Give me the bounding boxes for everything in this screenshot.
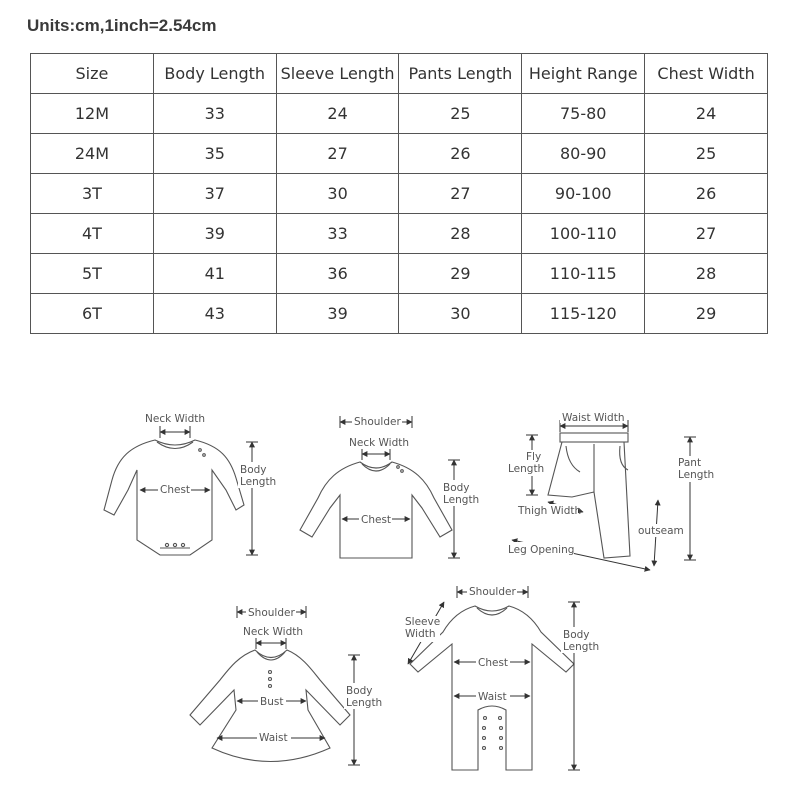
romper-outline-icon <box>104 440 244 555</box>
table-cell: 39 <box>153 214 276 254</box>
pants-outline-icon <box>548 442 630 558</box>
table-cell: 115-120 <box>522 294 645 334</box>
jumpsuit-sleeve-width-label-1: Sleeve <box>405 616 441 628</box>
header-size: Size <box>31 54 154 94</box>
header-height-range: Height Range <box>522 54 645 94</box>
table-cell: 12M <box>31 94 154 134</box>
table-row <box>31 294 768 334</box>
table-cell: 36 <box>276 254 399 294</box>
header-body-length: Body Length <box>153 54 276 94</box>
table-cell: 90-100 <box>522 174 645 214</box>
pants-outseam-label: outseam <box>638 525 684 537</box>
table-cell: 29 <box>645 294 768 334</box>
table-cell: 37 <box>153 174 276 214</box>
pants-diagram <box>506 409 716 570</box>
jumpsuit-body-length-label-2: Length <box>563 641 600 653</box>
pants-waistband-icon <box>560 433 628 442</box>
shirt-body-length-label-1: Body <box>443 482 470 494</box>
dress-body-length-label-1: Body <box>346 685 373 697</box>
dress-waist-label: Waist <box>259 732 288 744</box>
table-cell: 28 <box>645 254 768 294</box>
table-cell: 24 <box>276 94 399 134</box>
jumpsuit-shoulder-label: Shoulder <box>469 586 516 598</box>
shirt-chest-label: Chest <box>361 514 392 526</box>
table-cell: 100-110 <box>522 214 645 254</box>
size-chart-table <box>30 53 768 334</box>
table-cell: 39 <box>276 294 399 334</box>
pants-waist-width-label: Waist Width <box>562 412 625 424</box>
table-row <box>31 134 768 174</box>
header-sleeve-length: Sleeve Length <box>276 54 399 94</box>
table-cell: 25 <box>645 134 768 174</box>
table-cell: 80-90 <box>522 134 645 174</box>
table-cell: 4T <box>31 214 154 254</box>
table-cell: 75-80 <box>522 94 645 134</box>
table-cell: 41 <box>153 254 276 294</box>
pants-pocket-right <box>620 446 628 470</box>
romper-diagram <box>104 413 276 555</box>
table-cell: 26 <box>645 174 768 214</box>
dress-collar <box>257 652 285 660</box>
table-cell: 30 <box>276 174 399 214</box>
romper-chest-label: Chest <box>160 484 191 496</box>
shirt-shoulder-label: Shoulder <box>354 416 401 428</box>
pants-thigh-width-label: Thigh Width <box>518 505 582 517</box>
table-cell: 6T <box>31 294 154 334</box>
dress-shoulder-label: Shoulder <box>248 607 295 619</box>
table-cell: 24 <box>645 94 768 134</box>
dress-diagram <box>190 605 382 765</box>
dress-bust-label: Bust <box>260 696 284 708</box>
table-row <box>31 174 768 214</box>
table-row <box>31 254 768 294</box>
jumpsuit-body-length-label-1: Body <box>563 629 590 641</box>
table-cell: 110-115 <box>522 254 645 294</box>
pants-pocket-left <box>566 446 580 472</box>
shirt-body-length-label-2: Length <box>443 494 480 506</box>
table-cell: 24M <box>31 134 154 174</box>
shirt-outline-icon <box>300 462 452 558</box>
table-header-row <box>31 54 768 94</box>
table-cell: 33 <box>276 214 399 254</box>
table-cell: 27 <box>399 174 522 214</box>
units-note: Units:cm,1inch=2.54cm <box>27 16 217 35</box>
table-cell: 27 <box>645 214 768 254</box>
jumpsuit-chest-label: Chest <box>478 657 509 669</box>
shirt-diagram <box>300 415 479 558</box>
table-row <box>31 94 768 134</box>
table-cell: 3T <box>31 174 154 214</box>
romper-neck-width-label: Neck Width <box>145 413 206 425</box>
table-cell: 28 <box>399 214 522 254</box>
table-cell: 33 <box>153 94 276 134</box>
jumpsuit-waist-label: Waist <box>478 691 507 703</box>
pants-pant-length-label-2: Length <box>678 469 715 481</box>
table-row <box>31 214 768 254</box>
table-cell: 35 <box>153 134 276 174</box>
pants-fly-length-label-1: Fly <box>526 451 542 463</box>
header-pants-length: Pants Length <box>399 54 522 94</box>
romper-body-length-label-1: Body <box>240 464 267 476</box>
table-cell: 43 <box>153 294 276 334</box>
shirt-neck-width-label: Neck Width <box>349 437 410 449</box>
dress-neck-width-label: Neck Width <box>243 626 304 638</box>
dress-body-length-label-2: Length <box>346 697 383 709</box>
pants-leg-opening-label: Leg Opening <box>508 544 575 556</box>
pants-fly-length-label-2: Length <box>508 463 545 475</box>
table-cell: 26 <box>399 134 522 174</box>
pants-pant-length-label-1: Pant <box>678 457 702 469</box>
header-chest-width: Chest Width <box>645 54 768 94</box>
table-cell: 25 <box>399 94 522 134</box>
jumpsuit-sleeve-width-label-2: Width <box>405 628 436 640</box>
table-cell: 5T <box>31 254 154 294</box>
measurement-diagrams <box>0 380 800 800</box>
romper-body-length-label-2: Length <box>240 476 277 488</box>
jumpsuit-diagram <box>402 585 599 770</box>
table-cell: 29 <box>399 254 522 294</box>
table-cell: 27 <box>276 134 399 174</box>
table-cell: 30 <box>399 294 522 334</box>
